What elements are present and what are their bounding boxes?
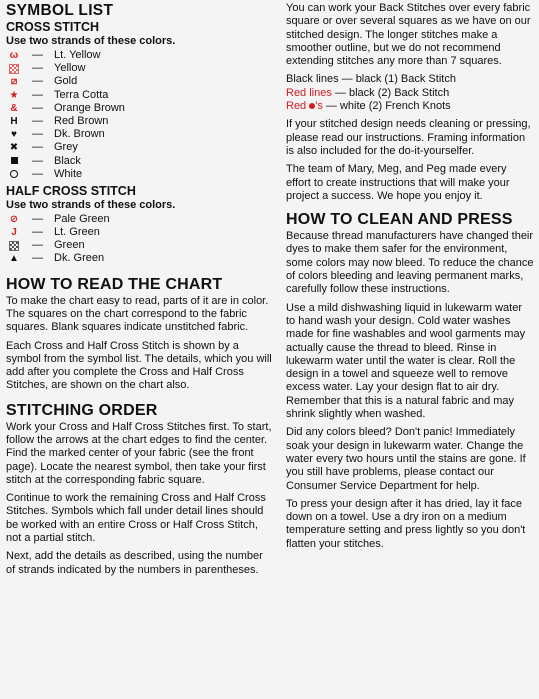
symbol-dash: — <box>32 154 43 167</box>
stitching-order-title: STITCHING ORDER <box>6 401 158 419</box>
read-chart-title: HOW TO READ THE CHART <box>6 275 223 293</box>
detail-label-suffix: 's <box>315 100 323 113</box>
floss-color-name: Orange Brown <box>54 101 125 114</box>
cross-stitch-heading: CROSS STITCH <box>6 20 100 34</box>
symbol-dash: — <box>32 128 43 141</box>
detail-label: Red lines <box>286 86 332 99</box>
checker-icon <box>8 239 20 252</box>
detail-line <box>286 100 534 113</box>
x-icon: ✖ <box>9 142 19 154</box>
floss-color-name: Green <box>54 239 85 252</box>
detail-label: Black lines <box>286 73 339 86</box>
detail-line <box>286 73 534 86</box>
symbol-dash: — <box>32 212 43 225</box>
team-note: The team of Mary, Meg, and Peg made every effort to create instructions that will make your project a success. We hope you enjoy it. <box>286 163 510 202</box>
floss-color-name: Dk. Brown <box>54 128 105 141</box>
symbol-list-item <box>6 102 274 115</box>
heart-icon: ♥ <box>11 129 17 141</box>
symbol-list-title: SYMBOL LIST <box>6 2 114 19</box>
care-note: If your stitched design needs cleaning or pressing, please read our instructions. Framing information is also included for the do-it-yourselfer. <box>286 118 531 157</box>
h-icon: H <box>10 115 18 127</box>
half-cross-stitch-symbol-list <box>6 213 274 266</box>
cross-stitch-symbol-list <box>6 49 274 181</box>
detail-description: — black (2) Back Stitch <box>331 86 450 99</box>
floss-color-name: Red Brown <box>54 114 109 127</box>
clean-press-paragraph: To press your design after it has dried, lay it face down on a towel. Use a dry iron on a medium temperature setting and press lightly so you don't flatten your stitches. <box>286 497 526 550</box>
symbol-list-item <box>6 89 274 102</box>
symbol-dash: — <box>32 62 43 75</box>
clean-press-paragraph: Use a mild dishwashing liquid in lukewarm water to hand wash your design. Cold water washes made for fine washables and wool garments may actually cause the thread to bleed. Rinse in lukewarm water until the water is clear. Roll the design in a towel and squeeze well to remove excess water. Lay your design flat to air dry. Remember that this is a natural fabric and may shrink slightly when washed. <box>286 301 526 421</box>
stitching-order-paragraph: Work your Cross and Half Cross Stitches first. To start, follow the arrows at the chart edges to find the center. Find the marked center of your fabric (see the front page). Locate the nearest symbol, then take your first stitch at the corresponding fabric square. <box>6 420 272 486</box>
omega-icon: ω <box>9 50 19 61</box>
floss-color-name: Grey <box>54 141 78 154</box>
symbol-dash: — <box>32 167 43 180</box>
stitching-order-paragraph: Continue to work the remaining Cross and Half Cross Stitches. Symbols which fall under detail lines should be worked with an entire Cross or Half Cross Stitch, not a partial stitch. <box>6 492 266 545</box>
symbol-dash: — <box>32 114 43 127</box>
detail-description: — white (2) French Knots <box>322 100 451 113</box>
clean-press-title: HOW TO CLEAN AND PRESS <box>286 211 513 229</box>
half-cross-stitch-instruction: Use two strands of these colors. <box>6 198 176 211</box>
symbol-dash: — <box>32 75 43 88</box>
floss-color-name: Dk. Green <box>54 252 105 265</box>
circle-icon <box>8 168 20 181</box>
symbol-list-item <box>6 155 274 168</box>
clean-press-paragraph: Because thread manufacturers have changed their dyes to make them safer for the environment, some colors may now bleed. To reduce the chance of colors bleeding and leaving permanent marks, carefully follow these instructions. <box>286 230 534 296</box>
star-icon: ★ <box>9 89 19 101</box>
symbol-list-item <box>6 62 274 75</box>
left-column <box>6 2 274 582</box>
floss-color-name: Black <box>54 154 81 167</box>
floss-color-name: Pale Green <box>54 212 110 225</box>
symbol-list-item <box>6 128 274 141</box>
symbol-list-item <box>6 75 274 88</box>
floss-color-name: Gold <box>54 75 78 88</box>
detail-description: — black (1) Back Stitch <box>338 73 456 86</box>
symbol-dash: — <box>32 239 43 252</box>
back-stitch-intro: You can work your Back Stitches over every fabric square or over several squares as we have on our stitched design. The longer stitches make a smoother outline, but we do not recommend extending stitches any more than 7 squares. <box>286 2 531 68</box>
clean-press-paragraph: Did any colors bleed? Don't panic! Immediately soak your design in lukewarm water. Change the water every two hours until the stains are gone. If you still have problems, please contact our Consumer Service Department for help. <box>286 426 526 492</box>
symbol-dash: — <box>32 226 43 239</box>
symbol-list-item <box>6 226 274 239</box>
half-cross-stitch-heading: HALF CROSS STITCH <box>6 183 136 198</box>
symbol-list-item <box>6 115 274 128</box>
detail-label: Red <box>286 100 307 113</box>
slashed-square-icon: ⧄ <box>10 76 18 88</box>
symbol-list-item <box>6 239 274 252</box>
symbol-list-item <box>6 213 274 226</box>
symbol-list-item <box>6 141 274 154</box>
symbol-list-item <box>6 168 274 181</box>
symbol-dash: — <box>32 88 43 101</box>
floss-color-name: Terra Cotta <box>54 88 109 101</box>
cross-stitch-instruction: Use two strands of these colors. <box>6 35 176 47</box>
oval-icon: ⊘ <box>9 213 19 225</box>
floss-color-name: White <box>54 167 83 180</box>
right-column <box>286 2 534 556</box>
floss-color-name: Lt. Yellow <box>54 49 101 61</box>
detail-list <box>286 73 534 113</box>
j-icon: J <box>11 227 17 239</box>
checker-pink-icon <box>8 62 20 75</box>
floss-color-name: Lt. Green <box>54 226 100 239</box>
triangle-icon: ▲ <box>9 253 19 265</box>
ampersand-icon: & <box>10 102 18 114</box>
symbol-dash: — <box>32 49 43 61</box>
symbol-list-item <box>6 252 274 265</box>
stitching-order-paragraph: Next, add the details as described, using the number of strands indicated by the numbers in parentheses. <box>6 550 263 576</box>
detail-line <box>286 87 534 100</box>
square-icon <box>8 155 20 168</box>
symbol-dash: — <box>32 252 43 265</box>
read-chart-paragraph: Each Cross and Half Cross Stitch is shown by a symbol from the symbol list. The details, which you will add after you complete the Cross and Half Cross Stitches, are shown on the chart also. <box>6 339 272 392</box>
symbol-list-item <box>6 49 274 62</box>
symbol-dash: — <box>32 101 43 114</box>
read-chart-paragraph: To make the chart easy to read, parts of it are in color. The squares on the chart correspond to the fabric squares. Blank squares indicate unstitched fabric. <box>6 294 269 334</box>
symbol-dash: — <box>32 141 43 154</box>
floss-color-name: Yellow <box>54 62 86 75</box>
